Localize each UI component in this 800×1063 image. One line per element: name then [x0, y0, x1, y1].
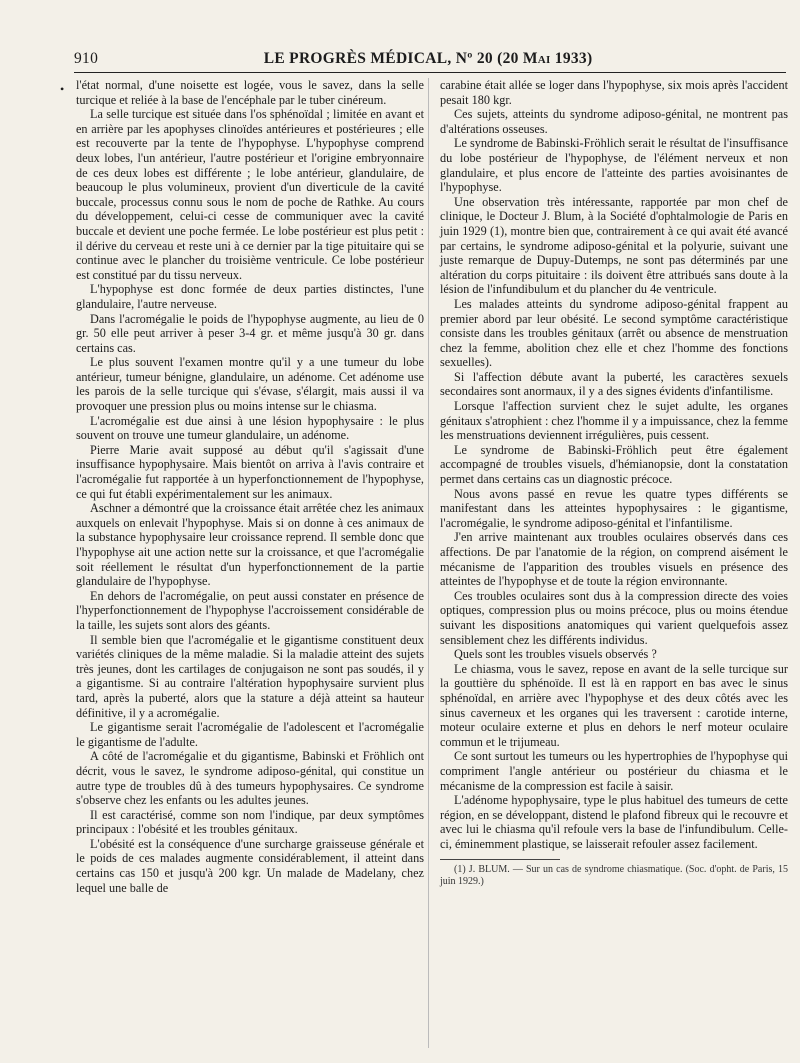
column-divider	[428, 78, 429, 1048]
page-number: 910	[74, 50, 99, 67]
paragraph: l'état normal, d'une noisette est logée, vous le savez, dans la selle turcique et reliée à la base de l'encéphale par le tuber cinéreum.	[76, 78, 424, 107]
paragraph: J'en arrive maintenant aux troubles oculaires observés dans ces affections. De par l'anatomie de la région, on comprend aisément le mécanisme de l'apparition des troubles visuels en présence des atteintes de l'hypophyse et de toute la région environnante.	[440, 530, 788, 589]
paragraph: Il est caractérisé, comme son nom l'indique, par deux symptômes principaux : l'obésité et les troubles génitaux.	[76, 807, 424, 837]
paragraph: Ces troubles oculaires sont dus à la compression directe des voies optiques, compression plus ou moins précoce, plus ou moins étendue suivant les dispositions anatomiques qui varient quelquefois assez sensiblement chez les différents individus.	[440, 588, 788, 647]
margin-mark: •	[60, 82, 65, 96]
paragraph: carabine était allée se loger dans l'hypophyse, six mois après l'accident pesait 180 kgr.	[440, 78, 788, 107]
paragraph: Le plus souvent l'examen montre qu'il y a une tumeur du lobe antérieur, tumeur bénigne, glandulaire, un adénome. Cet adénome use les parois de la selle turcique qui s'évase, s'élargit, mais aussi il va provoquer une pression plus ou moins intense sur le chiasma.	[76, 355, 424, 414]
paragraph: L'hypophyse est donc formée de deux parties distinctes, l'une glandulaire, l'autre nerveuse.	[76, 282, 424, 311]
paragraph: Pierre Marie avait supposé au début qu'il s'agissait d'une insuffisance hypophysaire. Mais bientôt on arriva à l'avis contraire et l'acromégalie fut rapportée à un hyperfonctionnement de l'hypophyse, ce qui fut établi expérimentalement sur les animaux.	[76, 442, 424, 501]
paragraph: Ce sont surtout les tumeurs ou les hypertrophies de l'hypophyse qui compriment l'angle antérieur ou postérieur du chiasma et le mécanisme de la compression est facile à saisir.	[440, 749, 788, 793]
paragraph: Le syndrome de Babinski-Fröhlich peut être également accompagné de troubles visuels, d'hémianopsie, dont la constatation permet dans certains cas un diagnostic précoce.	[440, 442, 788, 487]
footnote: (1) J. BLUM. — Sur un cas de syndrome chiasmatique. (Soc. d'opht. de Paris, 15 juin 1929.)	[440, 864, 788, 888]
paragraph: En dehors de l'acromégalie, on peut aussi constater en présence de l'hyperfonctionnement de l'hypophyse l'accroissement considérable de la taille, les sujets sont alors des géants.	[76, 588, 424, 632]
paragraph: Le chiasma, vous le savez, repose en avant de la selle turcique sur la gouttière du sphénoïde. Il est là en rapport en bas avec le sinus sphénoïdal, en arrière avec l'hypophyse et des deux côtés avec les sinus caverneux et les organes qui les traversent : carotide interne, moteur oculaire externe et plus en dehors le nerf moteur oculaire commun et le trijumeau.	[440, 661, 788, 749]
right-column	[440, 78, 788, 888]
paragraph: Aschner a démontré que la croissance était arrêtée chez les animaux auxquels on enlevait l'hypophyse. Mais si on donne à ces animaux de la substance hypophysaire leur croissance reprend. Il semble donc que l'hypophyse ait une action nette sur la croissance, et que l'acromégalie soit réellement le résultat d'un hyperfonctionnement de la partie glandulaire de l'hypophyse.	[76, 501, 424, 589]
paragraph: A côté de l'acromégalie et du gigantisme, Babinski et Fröhlich ont décrit, vous le savez, le syndrome adiposo-génital, qui constitue un autre type de troubles dû à des tumeurs hypophysaires. Ce syndrome s'observe chez les enfants ou les adultes jeunes.	[76, 749, 424, 808]
paragraph: Nous avons passé en revue les quatre types différents se manifestant dans les atteintes hypophysaires : le gigantisme, l'acromégalie, le syndrome adiposo-génital et l'infantilisme.	[440, 486, 788, 530]
paragraph: Une observation très intéressante, rapportée par mon chef de clinique, le Docteur J. Blum, à la Société d'ophtalmologie de Paris en juin 1929 (1), montre bien que, contrairement à ce qui avait été avancé par certains, le syndrome adiposo-génital et la polyurie, suivant une juste remarque de Dupuy-Dutemps, ne sont pas déterminés par une altération du corps pituitaire : ils doivent être attribués sans doute à la lésion de l'infundibulum et du plancher du 4e ventricule.	[440, 194, 788, 297]
paragraph: Le syndrome de Babinski-Fröhlich serait le résultat de l'insuffisance du lobe postérieur de l'hypophyse, de l'élément nerveux et non glandulaire, et plus encore de l'atteinte des parties avoisinantes de l'hypophyse.	[440, 136, 789, 195]
paragraph: Il semble bien que l'acromégalie et le gigantisme constituent deux variétés cliniques de la même maladie. Si la maladie atteint des sujets très jeunes, dont les cartilages de conjugaison ne sont pas soudés, il y a gigantisme. Si au contraire l'altération hypophysaire survient plus tard, après la puberté, alors que la stature a déjà atteint sa hauteur définitive, il y a acromégalie.	[76, 632, 424, 720]
paragraph: Lorsque l'affection survient chez le sujet adulte, les organes génitaux s'atrophient : chez l'homme il y a impuissance, chez la femme les menstruations deviennent irrégulières, puis cessent.	[440, 399, 788, 443]
paragraph: Le gigantisme serait l'acromégalie de l'adolescent et l'acromégalie le gigantisme de l'adulte.	[76, 720, 424, 749]
paragraph: Les malades atteints du syndrome adiposo-génital frappent au premier abord par leur obésité. Le second symptôme caractéristique consiste dans les troubles génitaux (arrêt ou absence de menstruation chez la femme, abolition chez elle et chez l'homme des fonctions sexuelles).	[440, 296, 788, 370]
paragraph: Ces sujets, atteints du syndrome adiposo-génital, ne montrent pas d'altérations osseuses.	[440, 107, 788, 136]
paragraph: L'adénome hypophysaire, type le plus habituel des tumeurs de cette région, en se développant, distend le plafond fibreux qui le recouvre et avec lui le chiasma qu'il refoule vers la base de l'infundibulum. Celle-ci, éminemment plastique, se laisserait refouler assez facilement.	[440, 793, 788, 851]
page-header	[74, 50, 786, 73]
left-column	[76, 78, 424, 895]
paragraph: Dans l'acromégalie le poids de l'hypophyse augmente, au lieu de 0 gr. 50 elle peut arriver à peser 3-4 gr. et même jusqu'à 30 gr. dans certains cas.	[76, 311, 424, 355]
running-title: LE PROGRÈS MÉDICAL, Nº 20 (20 Mai 1933)	[263, 50, 593, 67]
paragraph: Quels sont les troubles visuels observés ?	[454, 647, 657, 662]
paragraph: L'acromégalie est due ainsi à une lésion hypophysaire : le plus souvent on trouve une tumeur glandulaire, un adénome.	[76, 413, 424, 443]
footnote-rule	[440, 859, 560, 860]
paragraph: La selle turcique est située dans l'os sphénoïdal ; limitée en avant et en arrière par les apophyses clinoïdes antérieures et postérieures ; elle est recouverte par la tente de l'hypophyse. L'hypophyse comprend deux lobes, l'un antérieur, l'autre postérieur et l'origine embryonnaire de ces deux lobes est différente ; le lobe antérieur, glandulaire, de beaucoup le plus volumineux, provient d'un diverticule de la cavité buccale, processus connu sous le nom de poche de Rathke. Au cours du développement, celui-ci cesse de communiquer avec la cavité buccale et devient une poche fermée. Le lobe postérieur est plus petit : il dérive du cerveau et reste uni à ce dernier par la tige pituitaire qui se continue avec le plancher du troisième ventricule. Ce lobe postérieur est constitué par du tissu nerveux.	[76, 107, 424, 282]
paragraph: Si l'affection débute avant la puberté, les caractères sexuels secondaires sont anormaux, il y a des signes évidents d'infantilisme.	[440, 369, 788, 399]
paragraph: L'obésité est la conséquence d'une surcharge graisseuse générale et le poids de ces malades augmente considérablement, il atteint dans certains cas 150 et jusqu'à 200 kgr. Un malade de Madelany, chez lequel une balle de	[76, 836, 424, 895]
